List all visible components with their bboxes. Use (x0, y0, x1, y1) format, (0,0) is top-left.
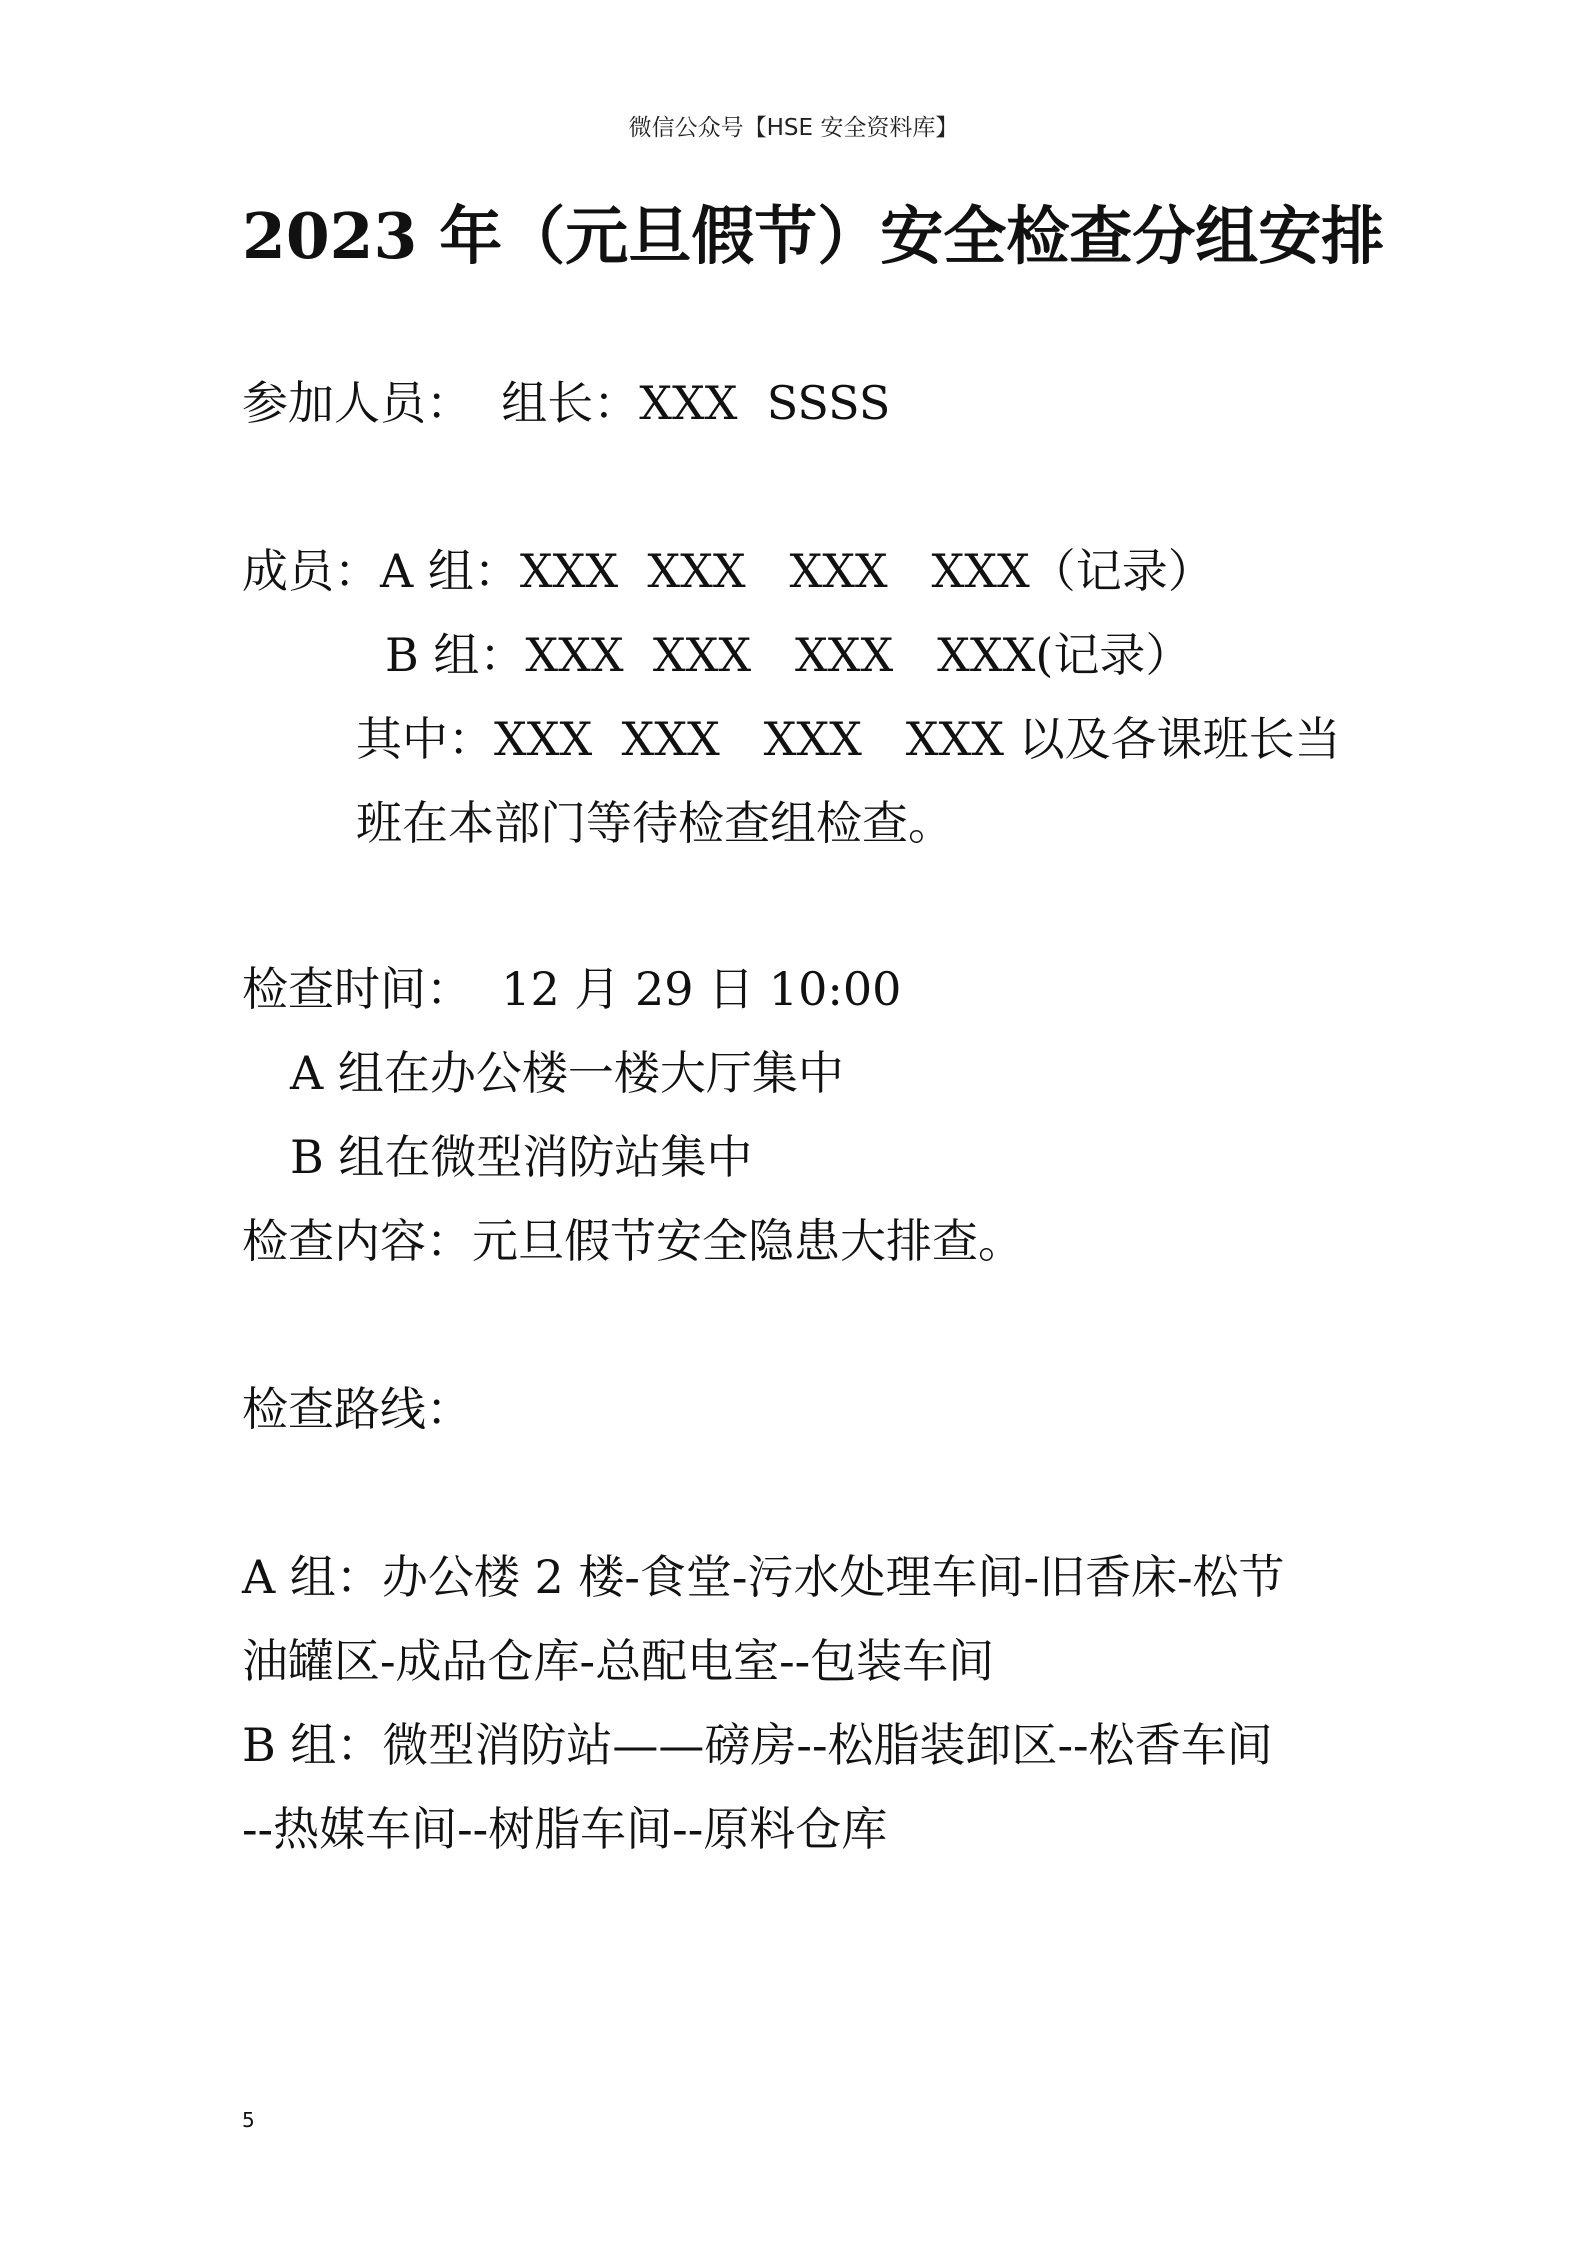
inspection-time: 检查时间： 12 月 29 日 10:00 (242, 962, 902, 1016)
document-title: 2023 年（元旦假节）安全检查分组安排 (242, 199, 1385, 273)
time-group-a: A 组在办公楼一楼大厅集中 (290, 1046, 844, 1100)
members-group-b: B 组：XXX XXX XXX XXX(记录） (385, 628, 1192, 682)
route-b-line2: --热媒车间--树脂车间--原料仓库 (242, 1802, 888, 1856)
time-group-b: B 组在微型消防站集中 (290, 1130, 753, 1184)
route-a-line1: A 组：办公楼 2 楼-食堂-污水处理车间-旧香床-松节 (242, 1550, 1285, 1604)
members-note-line2: 班在本部门等待检查组检查。 (356, 796, 954, 850)
page-number: 5 (242, 2108, 255, 2132)
members-note-line1: 其中：XXX XXX XXX XXX 以及各课班长当 (356, 712, 1341, 766)
participants-line: 参加人员： 组长：XXX SSSS (242, 376, 891, 430)
inspection-content: 检查内容：元旦假节安全隐患大排查。 (242, 1214, 1024, 1268)
route-b-line1: B 组：微型消防站——磅房--松脂装卸区--松香车间 (242, 1718, 1273, 1772)
route-heading: 检查路线： (242, 1382, 472, 1436)
members-group-a: 成员：A 组：XXX XXX XXX XXX（记录） (242, 544, 1214, 598)
route-a-line2: 油罐区-成品仓库-总配电室--包装车间 (242, 1634, 995, 1688)
page-header: 微信公众号【HSE 安全资料库】 (628, 115, 959, 141)
